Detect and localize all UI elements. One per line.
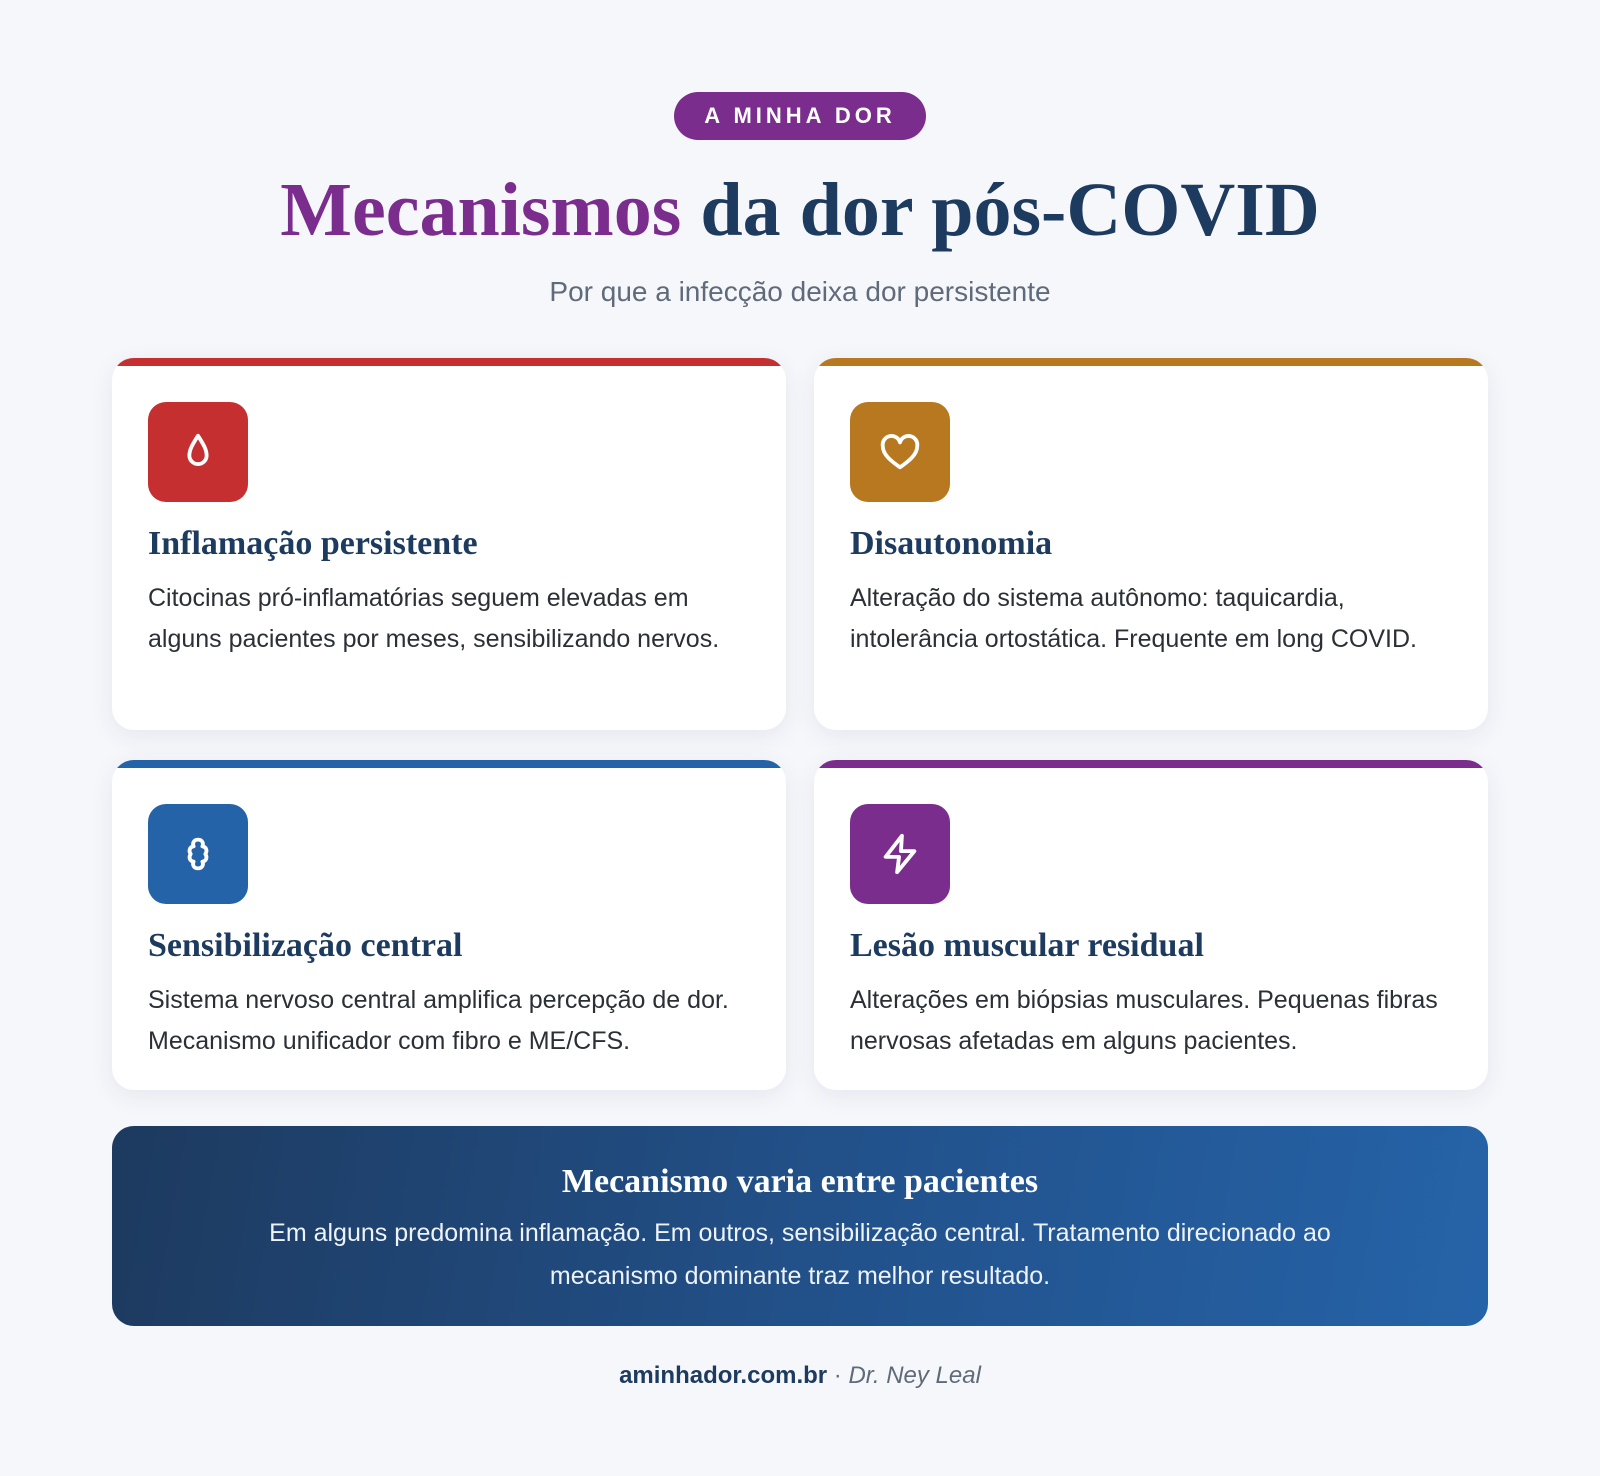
card-text: Alteração do sistema autônomo: taquicardia, intolerância ortostática. Frequente em long COVID. <box>850 584 1417 653</box>
footer-author: Dr. Ney Leal <box>848 1362 981 1389</box>
banner-title: Mecanismo varia entre pacientes <box>561 1163 1039 1200</box>
mechanism-grid <box>112 358 1488 1090</box>
lightning-icon <box>877 831 923 877</box>
brain-icon <box>175 831 221 877</box>
icon-box <box>850 402 950 502</box>
card-accent-bar <box>814 760 1488 768</box>
summary-banner <box>112 1126 1488 1326</box>
drop-icon <box>175 429 221 475</box>
icon-box <box>148 402 248 502</box>
card-central-sensitization <box>112 760 786 1090</box>
card-title: Inflamação persistente <box>148 525 478 562</box>
card-accent-bar <box>112 358 786 366</box>
icon-box <box>148 804 248 904</box>
card-text: Sistema nervoso central amplifica percepção de dor. Mecanismo unificador com fibro e ME/CFS. <box>148 986 729 1055</box>
footer-separator: · <box>827 1362 849 1389</box>
card-title: Lesão muscular residual <box>850 927 1204 964</box>
footer-site-link[interactable]: aminhador.com.br <box>619 1362 828 1389</box>
page-subtitle: Por que a infecção deixa dor persistente <box>549 276 1051 307</box>
card-muscle-injury <box>814 760 1488 1090</box>
footer <box>0 1362 1600 1390</box>
card-text: Citocinas pró-inflamatórias seguem elevadas em alguns pacientes por meses, sensibilizando nervos. <box>148 584 720 653</box>
category-badge: A MINHA DOR <box>674 92 925 140</box>
card-accent-bar <box>814 358 1488 366</box>
banner-text: Em alguns predomina inflamação. Em outros, sensibilização central. Tratamento direcionado ao mecanismo dominante traz melhor resultado. <box>269 1219 1331 1290</box>
title-accent: Mecanismos <box>280 168 682 252</box>
icon-box <box>850 804 950 904</box>
card-accent-bar <box>112 760 786 768</box>
card-title: Sensibilização central <box>148 927 463 964</box>
card-inflammation <box>112 358 786 730</box>
card-title: Disautonomia <box>850 525 1053 562</box>
card-dysautonomia <box>814 358 1488 730</box>
card-text: Alterações em biópsias musculares. Pequenas fibras nervosas afetadas em alguns pacientes. <box>850 986 1438 1055</box>
header <box>0 92 1600 308</box>
title-rest: da dor pós-COVID <box>681 168 1320 252</box>
heart-icon <box>877 429 923 475</box>
page-title <box>0 166 1600 254</box>
